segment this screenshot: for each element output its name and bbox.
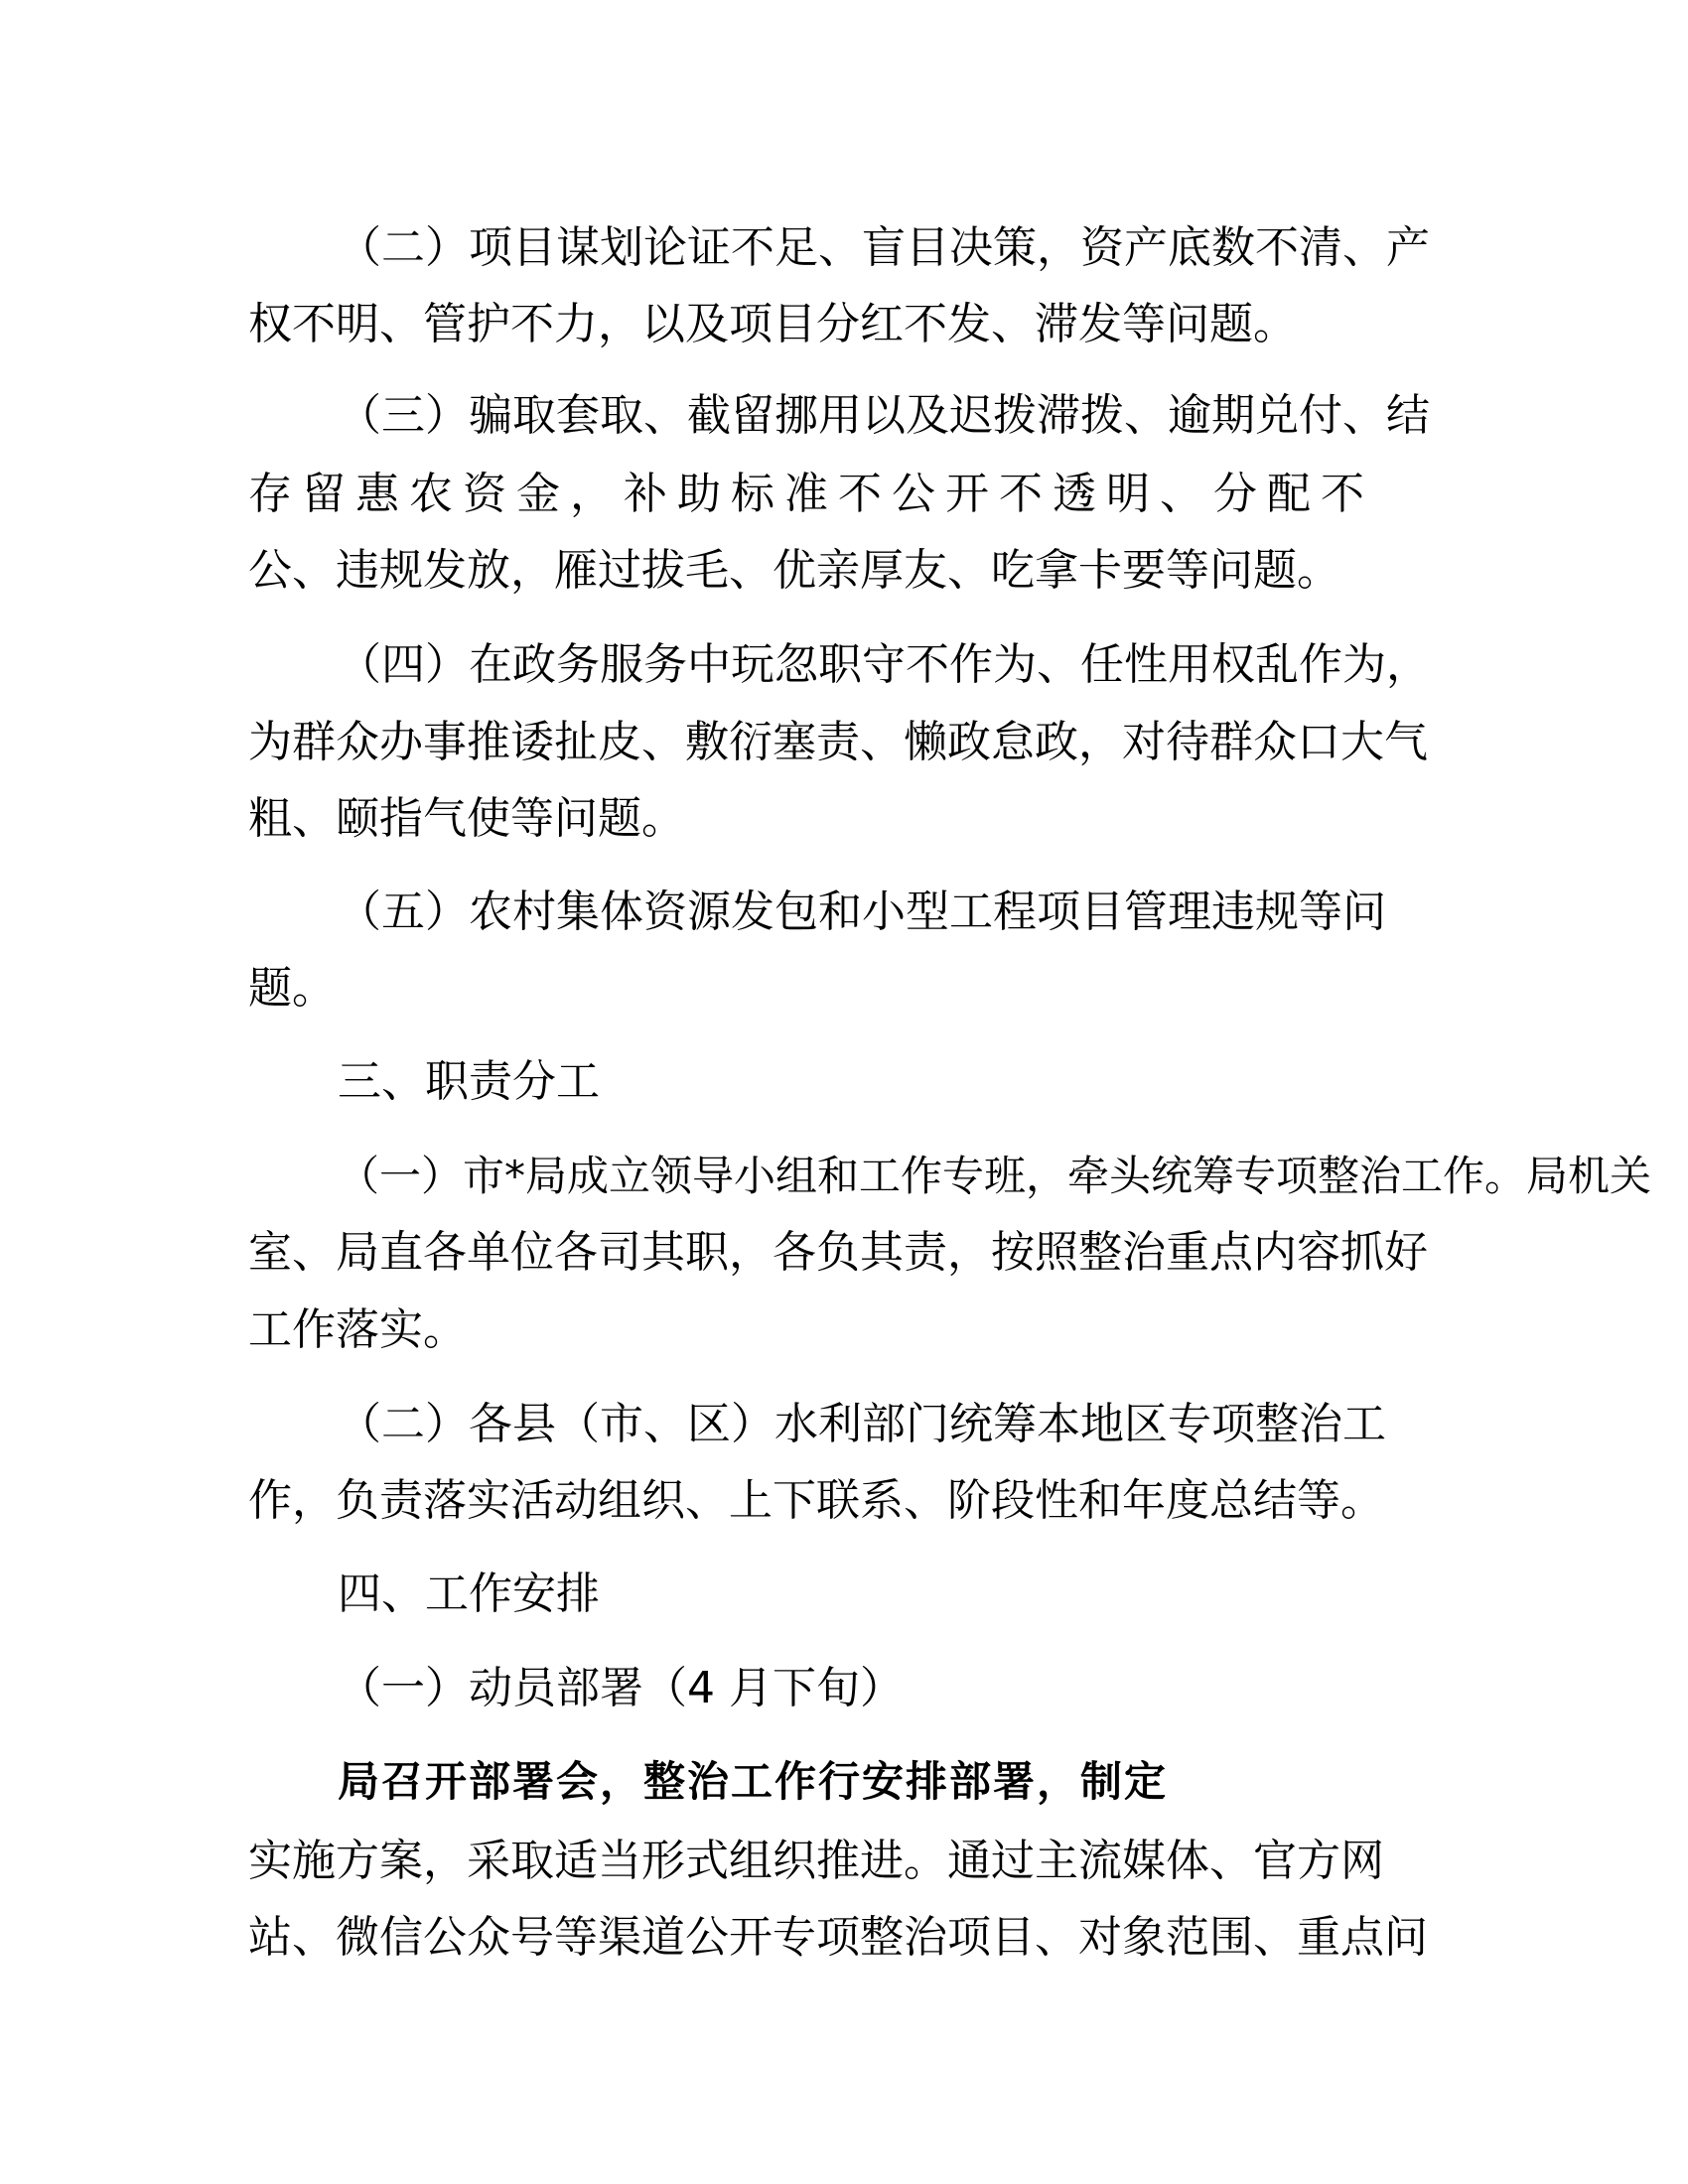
- paragraph-line: 题。: [248, 963, 336, 1014]
- paragraph-line: （二）各县（市、区）水利部门统筹本地区专项整治工: [338, 1399, 1386, 1449]
- paragraph-line: 为群众办事推诿扯皮、敷衍塞责、懒政怠政，对待群众口大气: [248, 717, 1428, 767]
- paragraph-line: （一）市*局成立领导小组和工作专班，牵头统筹专项整治工作。局机关: [338, 1152, 1652, 1200]
- paragraph-line: （三）骗取套取、截留挪用以及迟拨滞拨、逾期兑付、结: [338, 390, 1430, 441]
- paragraph-line: （五）农村集体资源发包和小型工程项目管理违规等问: [338, 887, 1386, 937]
- paragraph-line: 权不明、管护不力，以及项目分红不发、滞发等问题。: [248, 299, 1297, 349]
- paragraph-line: 站、微信公众号等渠道公开专项整治项目、对象范围、重点问: [248, 1912, 1428, 1963]
- paragraph-line: 局召开部署会，整治工作行安排部署，制定: [338, 1757, 1169, 1806]
- paragraph-line: 室、局直各单位各司其职，各负其责，按照整治重点内容抓好: [248, 1227, 1428, 1278]
- paragraph-line: 公、违规发放，雁过拔毛、优亲厚友、吃拿卡要等问题。: [248, 545, 1340, 596]
- paragraph-line: 工作落实。: [248, 1304, 467, 1355]
- paragraph-line: 作，负责落实活动组织、上下联系、阶段性和年度总结等。: [248, 1475, 1384, 1526]
- paragraph-line: 粗、颐指气使等问题。: [248, 793, 685, 844]
- paragraph-line: 存留惠农资金，补助标准不公开不透明、分配不: [248, 469, 1374, 519]
- paragraph-line: 实施方案，采取适当形式组织推进。通过主流媒体、官方网: [248, 1836, 1384, 1886]
- section-heading: 三、职责分工: [338, 1056, 600, 1107]
- subsection-heading: （一）动员部署（4 月下旬）: [338, 1663, 904, 1713]
- paragraph-line: （四）在政务服务中玩忽职守不作为、任性用权乱作为，: [338, 639, 1430, 690]
- section-heading: 四、工作安排: [338, 1569, 600, 1619]
- paragraph-line: （二）项目谋划论证不足、盲目决策，资产底数不清、产: [338, 222, 1430, 273]
